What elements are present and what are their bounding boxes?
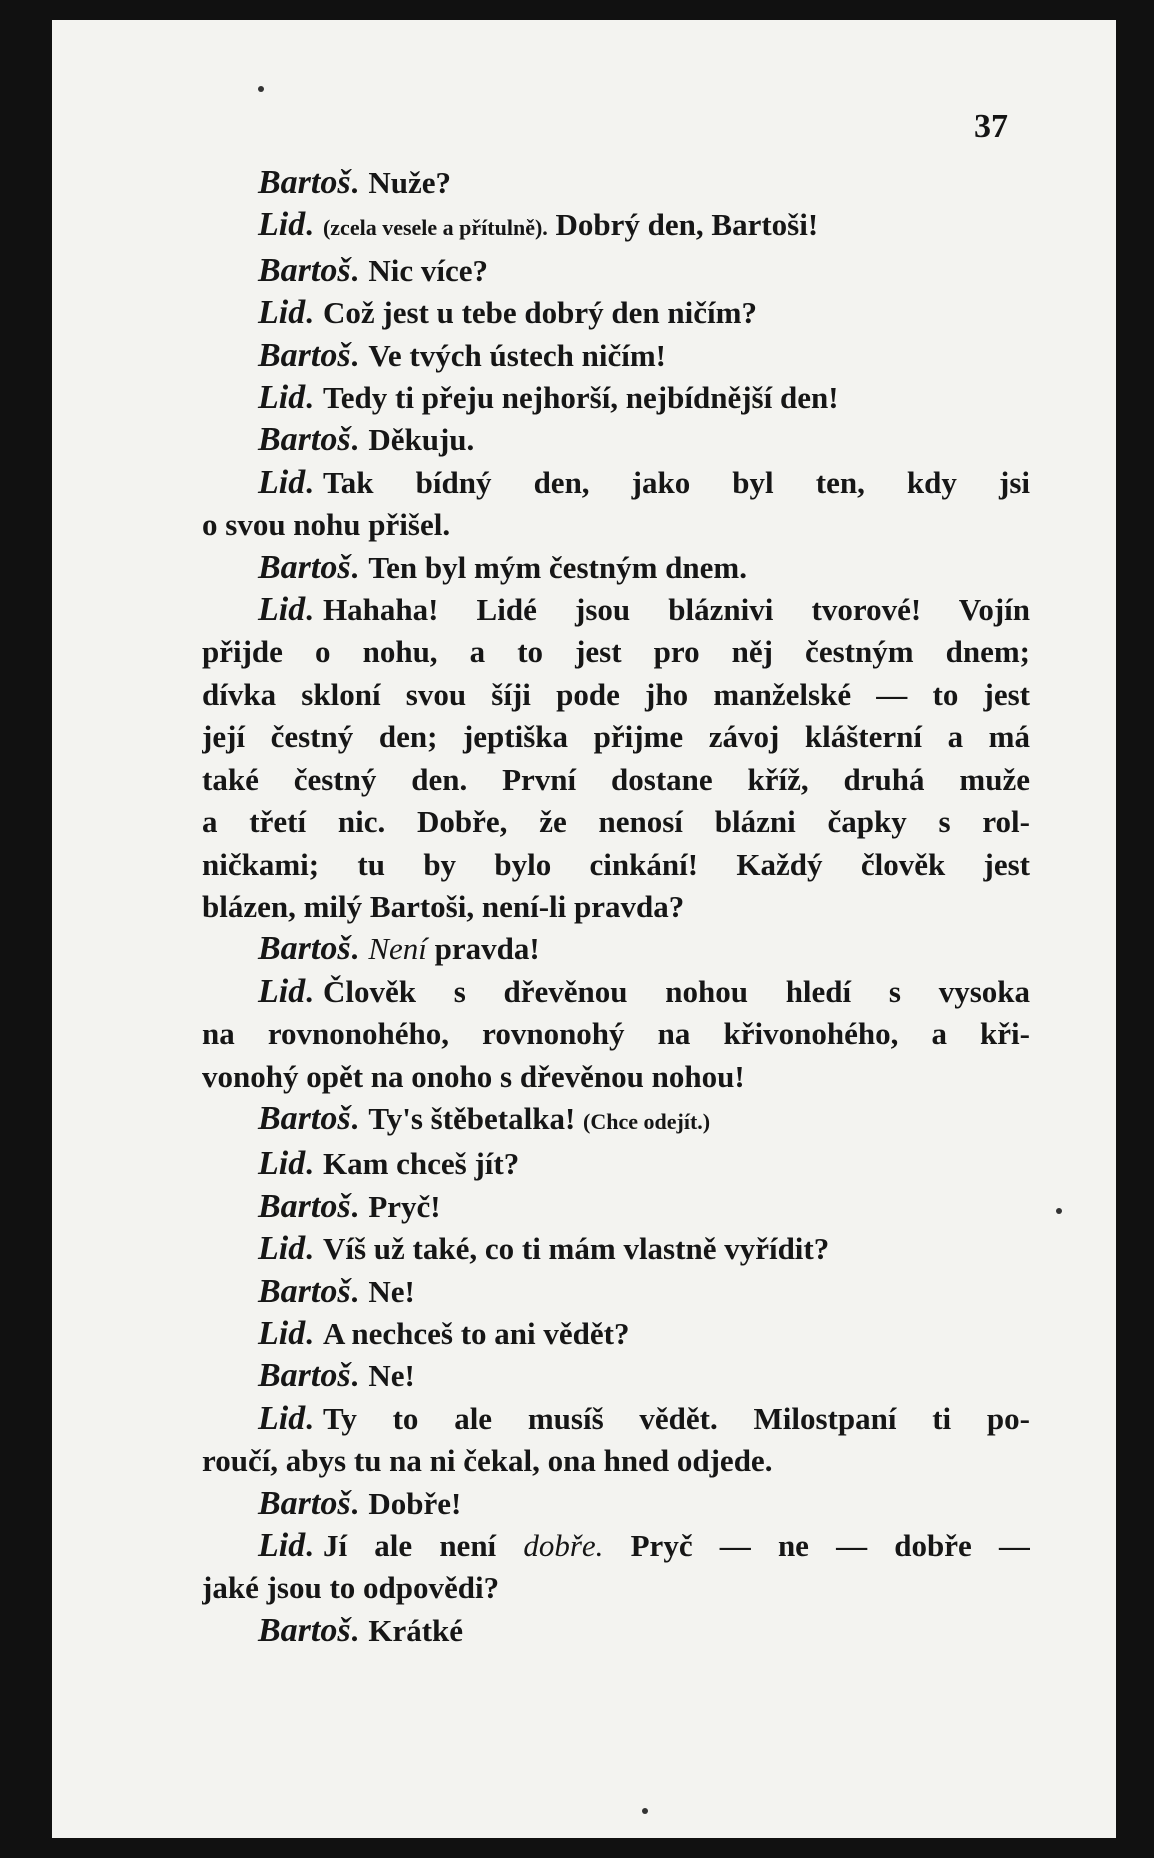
line-text: také čestný den. První dostane kříž, druhá muže: [202, 761, 1030, 797]
speaker-separator: .: [350, 1485, 359, 1521]
line-text: Dobrý den, Bartoši!: [555, 207, 819, 243]
line-text: A nechceš to ani vědět?: [322, 1315, 630, 1351]
line-text: Ty to ale musíš vědět. Milostpaní ti po-: [322, 1400, 1030, 1436]
speaker-name: Lid: [258, 1527, 306, 1564]
speaker-separator: .: [350, 337, 359, 373]
speaker-name: Bartoš: [258, 164, 351, 201]
line-text: roučí, abys tu na ni čekal, ona hned odjede.: [202, 1443, 773, 1479]
line-text: Krátké: [368, 1612, 464, 1648]
emphasis: Není: [368, 931, 427, 967]
line-text: ničkami; tu by bylo cinkání! Každý člověk jest: [202, 846, 1030, 882]
speaker-name: Bartoš: [258, 1272, 351, 1310]
dialogue-line: [202, 1483, 1030, 1525]
ink-speck: [258, 86, 264, 92]
speaker-name: Lid: [258, 972, 306, 1010]
speaker-separator: .: [305, 1231, 313, 1267]
dialogue-text: [202, 162, 1030, 1652]
speaker-name: Lid: [258, 1399, 306, 1437]
line-text: Dobře!: [368, 1485, 462, 1521]
stage-direction: (zcela vesele a přítulně).: [322, 215, 548, 241]
page-number: 37: [974, 108, 1008, 145]
dialogue-line: [202, 589, 1030, 631]
dialogue-line: [202, 1398, 1030, 1440]
line-text: Nuže?: [368, 165, 451, 200]
dialogue-line: [202, 1440, 1030, 1482]
speaker-separator: .: [305, 1146, 313, 1182]
ink-speck: [1056, 1208, 1062, 1214]
speaker-separator: .: [350, 252, 359, 288]
speaker-separator: .: [350, 1612, 359, 1648]
dialogue-line: [202, 886, 1030, 928]
dialogue-line: [202, 674, 1030, 716]
speaker-name: Bartoš: [258, 1484, 351, 1522]
line-text: Což jest u tebe dobrý den ničím?: [322, 295, 757, 331]
line-text: přijde o nohu, a to jest pro něj čestným dnem;: [202, 634, 1030, 670]
speaker-name: Bartoš: [258, 336, 351, 374]
dialogue-line: [202, 1567, 1030, 1609]
line-text: Ve tvých ústech ničím!: [368, 337, 666, 373]
line-text: blázen, milý Bartoši, není-li pravda?: [202, 888, 685, 924]
speaker-name: Bartoš: [258, 548, 351, 586]
speaker-name: Bartoš: [258, 1099, 351, 1137]
speaker-separator: .: [305, 464, 313, 500]
speaker-separator: .: [350, 549, 359, 585]
line-text: Jí ale není: [322, 1528, 497, 1563]
speaker-name: Lid: [258, 591, 306, 629]
dialogue-line: [202, 759, 1030, 801]
speaker-separator: .: [305, 1315, 313, 1351]
line-text: na rovnonohého, rovnonohý na křivonohého, a kři-: [202, 1016, 1030, 1052]
dialogue-line: [202, 1313, 1030, 1355]
speaker-separator: .: [305, 295, 313, 331]
line-text: Hahaha! Lidé jsou bláznivi tvorové! Vojín: [322, 592, 1030, 628]
speaker-separator: .: [305, 973, 313, 1009]
speaker-separator: .: [350, 1188, 359, 1224]
dialogue-line: [202, 335, 1030, 377]
speaker-separator: .: [350, 931, 359, 967]
line-text: Nic více?: [368, 252, 488, 288]
speaker-separator: .: [350, 422, 359, 458]
dialogue-line: [202, 1098, 1030, 1143]
dialogue-line: [202, 1271, 1030, 1313]
speaker-separator: .: [350, 1100, 359, 1136]
dialogue-line: [202, 547, 1030, 589]
speaker-name: Lid: [258, 379, 306, 417]
dialogue-line: [202, 1186, 1030, 1228]
dialogue-line: [202, 504, 1030, 546]
line-text: Tak bídný den, jako byl ten, kdy jsi: [322, 464, 1030, 500]
speaker-name: Lid: [258, 463, 306, 501]
line-text: dívka skloní svou šíji pode jho manželské — to jest: [202, 676, 1030, 712]
speaker-name: Bartoš: [258, 421, 351, 459]
dialogue-line: [202, 1610, 1030, 1652]
line-text: pravda!: [434, 931, 540, 967]
dialogue-line: [202, 377, 1030, 419]
line-text: Ne!: [368, 1358, 415, 1394]
speaker-separator: .: [350, 165, 359, 200]
speaker-name: Bartoš: [258, 1187, 351, 1225]
dialogue-line: [202, 292, 1030, 334]
stage-direction: (Chce odejít.): [583, 1108, 711, 1134]
line-text: její čestný den; jeptiška přijme závoj klášterní a má: [202, 719, 1030, 755]
dialogue-line: [202, 631, 1030, 673]
speaker-name: Lid: [258, 294, 306, 332]
speaker-separator: .: [305, 207, 313, 243]
book-page: [52, 20, 1116, 1838]
dialogue-line: [202, 1228, 1030, 1270]
line-text: o svou nohu přišel.: [202, 507, 451, 543]
speaker-separator: .: [350, 1358, 359, 1394]
ink-speck: [642, 1808, 648, 1814]
dialogue-line: [202, 162, 1030, 204]
line-text: jaké jsou to odpovědi?: [202, 1570, 500, 1606]
speaker-separator: .: [305, 1528, 313, 1563]
line-text: Víš už také, co ti mám vlastně vyřídit?: [322, 1231, 830, 1267]
speaker-name: Lid: [258, 1230, 306, 1268]
dialogue-line: [202, 1056, 1030, 1098]
speaker-name: Lid: [258, 206, 306, 244]
speaker-separator: .: [305, 1400, 313, 1436]
emphasis: dobře.: [523, 1528, 604, 1563]
line-text: vonohý opět na onoho s dřevěnou nohou!: [202, 1058, 745, 1094]
line-text: Děkuju.: [368, 422, 475, 458]
speaker-name: Bartoš: [258, 930, 351, 968]
dialogue-line: [202, 419, 1030, 461]
line-text: Člověk s dřevěnou nohou hledí s vysoka: [322, 973, 1030, 1009]
speaker-separator: .: [305, 592, 313, 628]
dialogue-line: [202, 462, 1030, 504]
dialogue-line: [202, 801, 1030, 843]
speaker-name: Lid: [258, 1145, 306, 1183]
line-text: Ten byl mým čestným dnem.: [368, 549, 747, 585]
speaker-name: Bartoš: [258, 1357, 351, 1395]
speaker-name: Lid: [258, 1314, 306, 1352]
dialogue-line: [202, 844, 1030, 886]
speaker-separator: .: [350, 1273, 359, 1309]
speaker-separator: .: [305, 380, 313, 416]
line-text: Pryč — ne — dobře —: [630, 1528, 1030, 1563]
dialogue-line: [202, 1013, 1030, 1055]
dialogue-line: [202, 250, 1030, 292]
dialogue-line: [202, 1525, 1030, 1567]
speaker-name: Bartoš: [258, 1611, 351, 1649]
speaker-name: Bartoš: [258, 251, 351, 289]
dialogue-line: [202, 204, 1030, 249]
dialogue-line: [202, 1355, 1030, 1397]
line-text: Kam chceš jít?: [322, 1146, 520, 1182]
line-text: Ty's štěbetalka!: [368, 1100, 576, 1136]
line-text: Ne!: [368, 1273, 415, 1309]
line-text: Tedy ti přeju nejhorší, nejbídnější den!: [322, 380, 839, 416]
line-text: a třetí nic. Dobře, že nenosí blázni čapky s rol-: [202, 804, 1030, 840]
line-text: Pryč!: [368, 1188, 441, 1224]
dialogue-line: [202, 716, 1030, 758]
dialogue-line: [202, 1143, 1030, 1185]
dialogue-line: [202, 928, 1030, 970]
dialogue-line: [202, 971, 1030, 1013]
